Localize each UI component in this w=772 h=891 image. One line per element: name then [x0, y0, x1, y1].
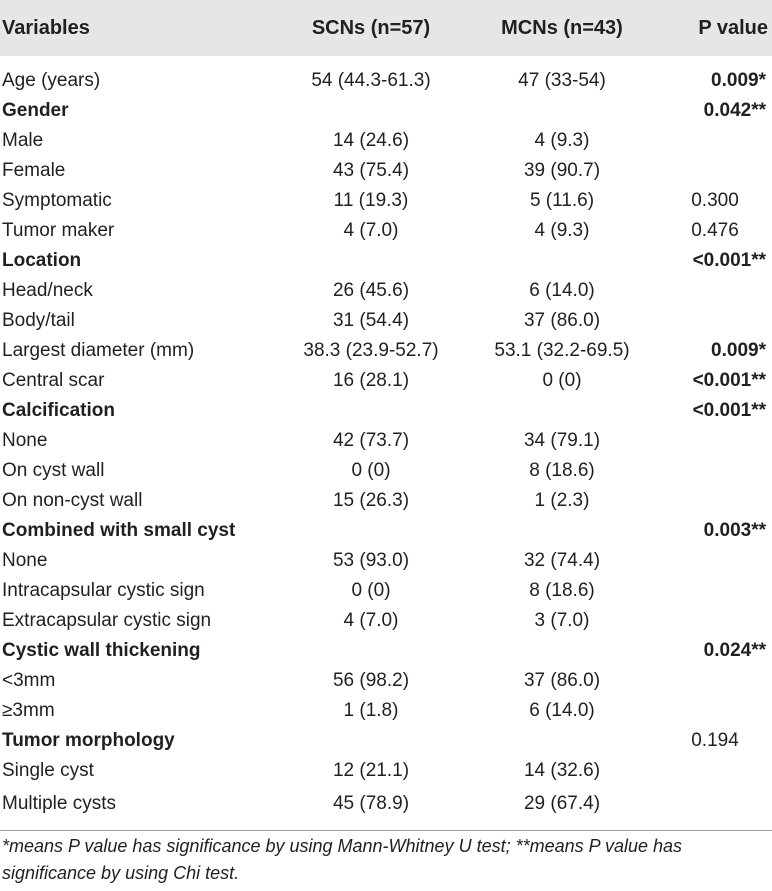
row-p-value: [658, 426, 772, 456]
row-p-value: [658, 666, 772, 696]
row-mcn-value: 37 (86.0): [523, 670, 601, 691]
row-p-value: [658, 786, 772, 822]
table-section-row: [0, 396, 772, 426]
row-scn-value: [276, 96, 466, 126]
header-p-value: P value: [698, 16, 768, 39]
row-mcn-value: [466, 726, 658, 756]
table-row: [0, 456, 772, 486]
table-section-row: [0, 726, 772, 756]
row-label: Head/neck: [2, 280, 93, 301]
row-mcn-value: 6 (14.0): [529, 700, 595, 721]
row-scn-value: 38.3 (23.9-52.7): [303, 340, 439, 361]
table-row: [0, 606, 772, 636]
row-p-value: [658, 606, 772, 636]
table-row: [0, 486, 772, 516]
row-scn-value: [276, 516, 466, 546]
row-scn-value: 16 (28.1): [332, 370, 410, 391]
row-label: Extracapsular cystic sign: [2, 610, 212, 631]
row-mcn-value: 34 (79.1): [523, 430, 601, 451]
row-p-value: [658, 456, 772, 486]
row-scn-value: [276, 246, 466, 276]
row-label: Gender: [2, 100, 69, 121]
row-scn-value: 4 (7.0): [343, 220, 399, 241]
row-label: Symptomatic: [2, 190, 112, 211]
header-row: [0, 0, 772, 56]
table-body: [0, 56, 772, 822]
table-row: [0, 696, 772, 726]
row-scn-value: 14 (24.6): [332, 130, 410, 151]
row-label: Body/tail: [2, 310, 75, 331]
row-p-value: 0.009*: [711, 340, 766, 361]
row-p-value: 0.476: [691, 220, 739, 241]
row-label: Single cyst: [2, 760, 94, 781]
row-label: Cystic wall thickening: [2, 640, 201, 661]
row-mcn-value: 39 (90.7): [523, 160, 601, 181]
row-scn-value: 43 (75.4): [332, 160, 410, 181]
header-mcns: MCNs (n=43): [501, 16, 623, 39]
table-row: [0, 756, 772, 786]
row-label: Intracapsular cystic sign: [2, 580, 205, 601]
row-label: Largest diameter (mm): [2, 340, 195, 361]
row-label: Tumor maker: [2, 220, 115, 241]
row-mcn-value: 8 (18.6): [529, 460, 595, 481]
row-mcn-value: 3 (7.0): [534, 610, 590, 631]
row-mcn-value: 47 (33-54): [518, 70, 606, 91]
row-p-value: [658, 696, 772, 726]
row-p-value: 0.194: [691, 730, 739, 751]
table-row: [0, 366, 772, 396]
row-mcn-value: [466, 516, 658, 546]
row-p-value: [658, 126, 772, 156]
row-scn-value: 45 (78.9): [332, 793, 410, 814]
row-label: None: [2, 430, 48, 451]
table-header: [0, 0, 772, 56]
table-row: [0, 156, 772, 186]
row-scn-value: [276, 726, 466, 756]
row-p-value: 0.009*: [711, 70, 766, 91]
header-variables: Variables: [2, 16, 90, 39]
row-mcn-value: 4 (9.3): [534, 220, 590, 241]
table-section-row: [0, 516, 772, 546]
row-label: ≥3mm: [2, 700, 55, 721]
table-row: [0, 546, 772, 576]
row-scn-value: 54 (44.3-61.3): [311, 70, 431, 91]
row-mcn-value: 6 (14.0): [529, 280, 595, 301]
table-row: [0, 276, 772, 306]
row-mcn-value: [466, 636, 658, 666]
row-scn-value: 11 (19.3): [333, 190, 409, 211]
row-scn-value: 15 (26.3): [332, 490, 410, 511]
row-p-value: [658, 546, 772, 576]
row-scn-value: [276, 636, 466, 666]
row-p-value: [658, 306, 772, 336]
row-mcn-value: 53.1 (32.2-69.5): [494, 340, 630, 361]
row-scn-value: [276, 396, 466, 426]
row-scn-value: 31 (54.4): [332, 310, 410, 331]
row-p-value: [658, 276, 772, 306]
table-row: [0, 786, 772, 822]
row-label: Age (years): [2, 70, 101, 91]
row-mcn-value: [466, 96, 658, 126]
table-row: [0, 56, 772, 96]
row-mcn-value: [466, 396, 658, 426]
row-p-value: <0.001**: [692, 370, 766, 391]
row-mcn-value: 29 (67.4): [523, 793, 601, 814]
row-mcn-value: 8 (18.6): [529, 580, 595, 601]
row-mcn-value: [466, 246, 658, 276]
row-scn-value: 42 (73.7): [332, 430, 410, 451]
row-scn-value: 26 (45.6): [332, 280, 410, 301]
row-scn-value: 12 (21.1): [332, 760, 410, 781]
table-section-row: [0, 636, 772, 666]
row-label: Tumor morphology: [2, 730, 175, 751]
table-footnote: *means P value has significance by using Mann-Whitney U test; **means P value has significance by using Chi test.: [2, 836, 683, 883]
row-scn-value: 0 (0): [351, 460, 391, 481]
row-scn-value: 53 (93.0): [332, 550, 410, 571]
row-label: On non-cyst wall: [2, 490, 143, 511]
table-row: [0, 576, 772, 606]
row-mcn-value: 5 (11.6): [529, 190, 595, 211]
row-label: Male: [2, 130, 44, 151]
row-mcn-value: 32 (74.4): [523, 550, 601, 571]
row-label: Location: [2, 250, 82, 271]
row-label: Female: [2, 160, 66, 181]
row-mcn-value: 1 (2.3): [534, 490, 590, 511]
row-label: Calcification: [2, 400, 115, 421]
row-p-value: 0.042**: [703, 100, 766, 121]
row-p-value: 0.300: [691, 190, 739, 211]
row-p-value: <0.001**: [692, 400, 766, 421]
row-label: <3mm: [2, 670, 56, 691]
row-mcn-value: 4 (9.3): [534, 130, 590, 151]
row-p-value: 0.003**: [703, 520, 766, 541]
table-row: [0, 336, 772, 366]
row-label: Central scar: [2, 370, 105, 391]
row-scn-value: 56 (98.2): [332, 670, 410, 691]
row-scn-value: 1 (1.8): [343, 700, 399, 721]
row-p-value: [658, 156, 772, 186]
table-row: [0, 126, 772, 156]
table-row: [0, 216, 772, 246]
row-mcn-value: 0 (0): [542, 370, 582, 391]
table-row: [0, 666, 772, 696]
row-mcn-value: 14 (32.6): [523, 760, 601, 781]
table-row: [0, 426, 772, 456]
row-p-value: <0.001**: [692, 250, 766, 271]
row-p-value: [658, 486, 772, 516]
row-p-value: [658, 756, 772, 786]
table-row: [0, 186, 772, 216]
table-row: [0, 306, 772, 336]
row-p-value: 0.024**: [703, 640, 766, 661]
row-label: Multiple cysts: [2, 793, 117, 814]
header-scns: SCNs (n=57): [311, 16, 431, 39]
table-bottom-rule: [0, 830, 772, 831]
row-mcn-value: 37 (86.0): [523, 310, 601, 331]
row-scn-value: 4 (7.0): [343, 610, 399, 631]
row-label: Combined with small cyst: [2, 520, 236, 541]
row-scn-value: 0 (0): [351, 580, 391, 601]
table-section-row: [0, 246, 772, 276]
row-label: On cyst wall: [2, 460, 105, 481]
row-p-value: [658, 576, 772, 606]
row-label: None: [2, 550, 48, 571]
table-section-row: [0, 96, 772, 126]
